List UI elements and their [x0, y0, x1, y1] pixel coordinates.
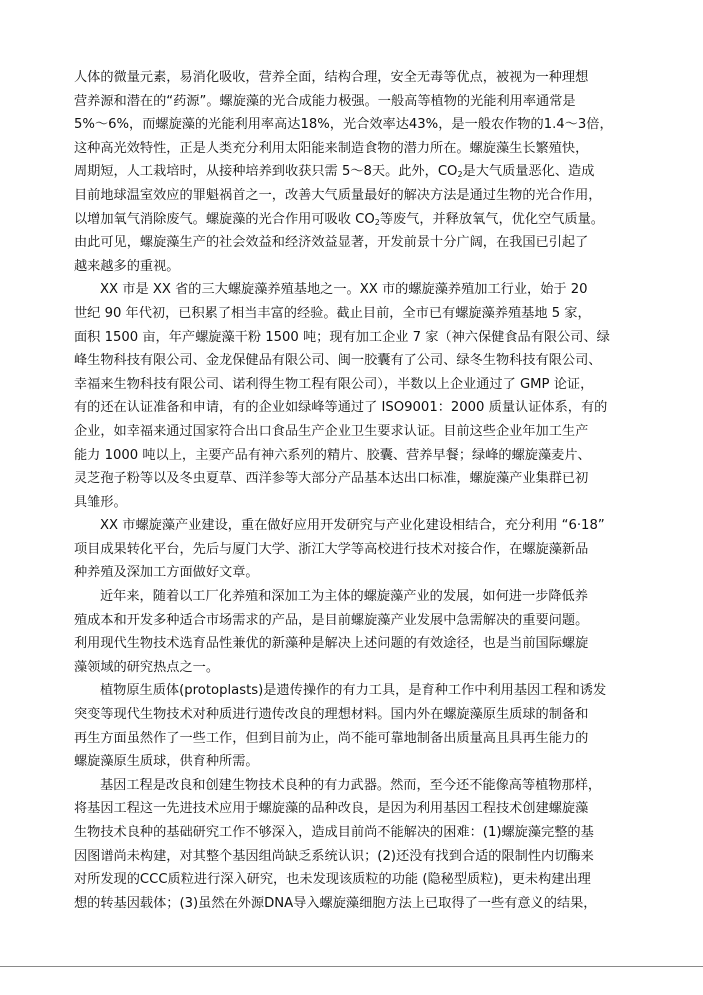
text-line: 企业，如幸福来通过国家符合出口食品生产企业卫生要求认证。目前这些企业年加工生产 — [74, 423, 589, 439]
text-line: 越来越多的重视。 — [74, 258, 180, 274]
footer-divider — [0, 966, 703, 967]
text-line: 由此可见，螺旋藻生产的社会效益和经济效益显著，开发前景十分广阔，在我国已引起了 — [74, 235, 589, 251]
text-line: 目前地球温室效应的罪魁祸首之一，改善大气质量最好的解决方法是通过生物的光合作用， — [74, 187, 602, 203]
text-line: 将基因工程这一先进技术应用于螺旋藻的品种改良，是因为利用基因工程技术创建螺旋藻 — [74, 801, 589, 817]
text-line: 藻领域的研究热点之一。 — [74, 659, 220, 675]
text-line: 峰生物科技有限公司、金龙保健品有限公司、闽一胶囊有了公司、绿冬生物科技有限公司、 — [74, 353, 602, 369]
text-line: 因图谱尚未构建，对其整个基因组尚缺乏系统认识；(2)还没有找到合适的限制性内切酶来 — [74, 848, 594, 864]
text-line: 幸福来生物科技有限公司、诺利得生物工程有限公司），半数以上企业通过了 GMP 论证， — [74, 376, 594, 392]
text-line: XX 市是 XX 省的三大螺旋藻养殖基地之一。XX 市的螺旋藻养殖加工行业，始于 20 — [100, 282, 588, 298]
text-line: 突变等现代生物技术对种质进行遗传改良的理想材料。国内外在螺旋藻原生质球的制备和 — [74, 707, 589, 723]
body-text — [74, 66, 634, 915]
text-line: 人体的微量元素，易消化吸收，营养全面，结构合理，安全无毒等优点，被视为一种理想 — [74, 70, 589, 85]
text-line: 种养殖及深加工方面做好文章。 — [74, 565, 259, 581]
text-line: 以增加氧气消除废气。螺旋藻的光合作用可吸收 $CO_2$等废气，并释放氧气，优化空气质量。 — [74, 211, 604, 227]
text-line: 世纪 90 年代初，已积累了相当丰富的经验。截止目前，全市已有螺旋藻养殖基地 5 家， — [74, 305, 591, 321]
text-line: 想的转基因载体；(3)虽然在外源DNA导入螺旋藻细胞方法上已取得了一些有意义的结果， — [74, 895, 597, 911]
text-line: 营养源和潜在的“药源”。螺旋藻的光合成能力极强。一般高等植物的光能利用率通常是 — [74, 93, 576, 109]
text-line: 灵芝孢子粉等以及冬虫夏草、西洋参等大部分产品基本达出口标准，螺旋藻产业集群已初 — [74, 471, 589, 487]
text-line: 项目成果转化平台，先后与厦门大学、浙江大学等高校进行技术对接合作，在螺旋藻新品 — [74, 541, 589, 557]
text-line: 有的还在认证准备和申请，有的企业如绿峰等通过了 ISO9001：2000 质量认证体系，有的 — [74, 400, 608, 416]
text-line: 具雏形。 — [74, 494, 127, 510]
text-line: 面积 1500 亩，年产螺旋藻干粉 1500 吨；现有加工企业 7 家（神六保健食品有限公司、绿 — [74, 329, 610, 345]
text-line: 5%～6%，而螺旋藻的光能利用率高达18%，光合效率达43%，是一般农作物的1.4～3倍， — [74, 117, 613, 133]
text-line: 对所发现的CCC质粒进行深入研究，也未发现该质粒的功能 (隐秘型质粒)，更未构建出理 — [74, 872, 591, 888]
text-line: 殖成本和开发多种适合市场需求的产品，是目前螺旋藻产业发展中急需解决的重要问题。 — [74, 612, 589, 628]
text-line: 植物原生质体(protoplasts)是遗传操作的有力工具，是育种工作中利用基因工程和诱发 — [100, 683, 607, 699]
text-line: 近年来，随着以工厂化养殖和深加工为主体的螺旋藻产业的发展，如何进一步降低养 — [100, 589, 588, 605]
text-line: 能力 1000 吨以上，主要产品有神六系列的精片、胶囊、营养早餐；绿峰的螺旋藻麦片、 — [74, 447, 591, 463]
text-line: XX 市螺旋藻产业建设，重在做好应用开发研究与产业化建设相结合，充分利用 “6·18” — [100, 518, 605, 534]
text-line: 螺旋藻原生质球，供育种所需。 — [74, 754, 259, 770]
text-line: 利用现代生物技术选育品性兼优的新藻种是解决上述问题的有效途径，也是当前国际螺旋 — [74, 636, 589, 652]
text-line: 再生方面虽然作了一些工作，但到目前为止，尚不能可靠地制备出质量高且具再生能力的 — [74, 730, 589, 746]
text-line: 生物技术良种的基础研究工作不够深入，造成目前尚不能解决的困难：(1)螺旋藻完整的基 — [74, 825, 594, 840]
text-line: 基因工程是改良和创建生物技术良种的有力武器。然而，至今还不能像高等植物那样， — [100, 777, 602, 793]
text-line: 这种高光效特性，正是人类充分利用太阳能来制造食物的潜力所在。螺旋藻生长繁殖快， — [74, 140, 589, 156]
text-line: 周期短，人工栽培时，从接种培养到收获只需 5～8天。此外，$CO_2$是大气质量恶化、造成 — [74, 164, 595, 180]
